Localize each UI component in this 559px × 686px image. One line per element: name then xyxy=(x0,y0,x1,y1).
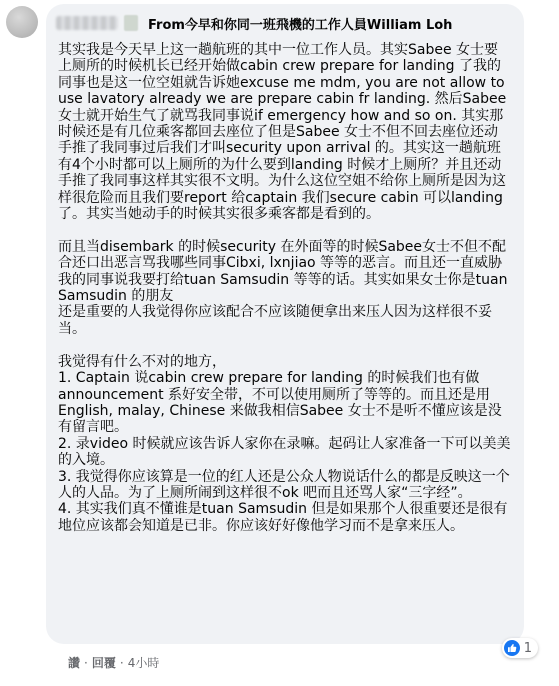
comment-actions xyxy=(68,654,159,671)
avatar[interactable] xyxy=(6,6,38,38)
reaction-summary[interactable] xyxy=(502,638,538,658)
author-badge-redacted xyxy=(124,15,138,31)
comment-author-row xyxy=(58,10,512,36)
comment-bubble xyxy=(46,4,532,656)
reaction-count: 1 xyxy=(523,640,532,656)
comment-paragraph-3: 我觉得有什么不对的地方， 1. Captain 说cabin crew prepare for landing 的时候我们也有做announcement 系好安全带，不可以使用厕所了等等的。而且还是用English, malay, Chinese 来做我相信Sabee 女士不是听不懂应该是没有留言吧。 2. 录video 时候就应该告诉人家你在录嘛。起码让人家准备一下可以美美的入境。 3. 我觉得你应该算是一位的红人还是公众人物说话什么的都是反映这一个人的人品。为了上厕所闹到这样很不ok 吧而且还骂人家“三字经”。 4. 其实我们真不懂谁是tuan Samsudin 但是如果那个人很重要还是很有地位应该都会知道是已非。你应该好好像他学习而不是拿来压人。 xyxy=(58,353,511,534)
like-link[interactable]: 讚 xyxy=(68,656,81,670)
reply-link[interactable]: 回覆 xyxy=(91,656,116,670)
separator: · xyxy=(119,655,124,670)
author-name-redacted[interactable] xyxy=(56,16,118,30)
comment-paragraph-1: 其实我是今天早上这一趟航班的其中一位工作人员。其实Sabee 女士要上厕所的时候机长已经开始做cabin crew prepare for landing 了我的同事也是这一位空姐就告诉她excuse me mdm, you are not allow to use lavatory already we are prepare cabin fr landing. 然后Sabee 女士就开始生气了就骂我同事说if emergency how and so on. 其实那时候还是有几位乘客都回去座位了但是Sabee 女士不但不回去座位还动手推了我同事过后我们才叫security upon arrival 的。其实这一趟航班有4个小时都可以上厕所的为什么要到landing 时候才上厕所？并且还动手推了我同事这样其实很不文明。为什么这位空姐不给你上厕所是因为这样很危险而且我们要report 给captain 我们secure cabin 可以landing 了。其实当她动手的时候其实很多乘客都是看到的。 xyxy=(58,42,507,223)
author-name[interactable]: From今早和你同一班飛機的工作人員William Loh xyxy=(148,17,453,33)
comment-text xyxy=(58,42,512,534)
like-icon xyxy=(504,640,520,656)
timestamp[interactable]: 4小時 xyxy=(127,656,160,670)
separator: · xyxy=(84,655,88,670)
comment-paragraph-2: 而且当disembark 的时候security 在外面等的时候Sabee女士不但不配合还口出恶言骂我哪些同事Cibxi, lxnjiao 等等的恶言。而且还一直威胁我的同事说我要打给tuan Samsudin 等等的话。其实如果女士你是tuan Samsudin 的朋友 还是重要的人我觉得你应该配合不应该随便拿出来压人因为这样很不妥当。 xyxy=(58,238,508,337)
